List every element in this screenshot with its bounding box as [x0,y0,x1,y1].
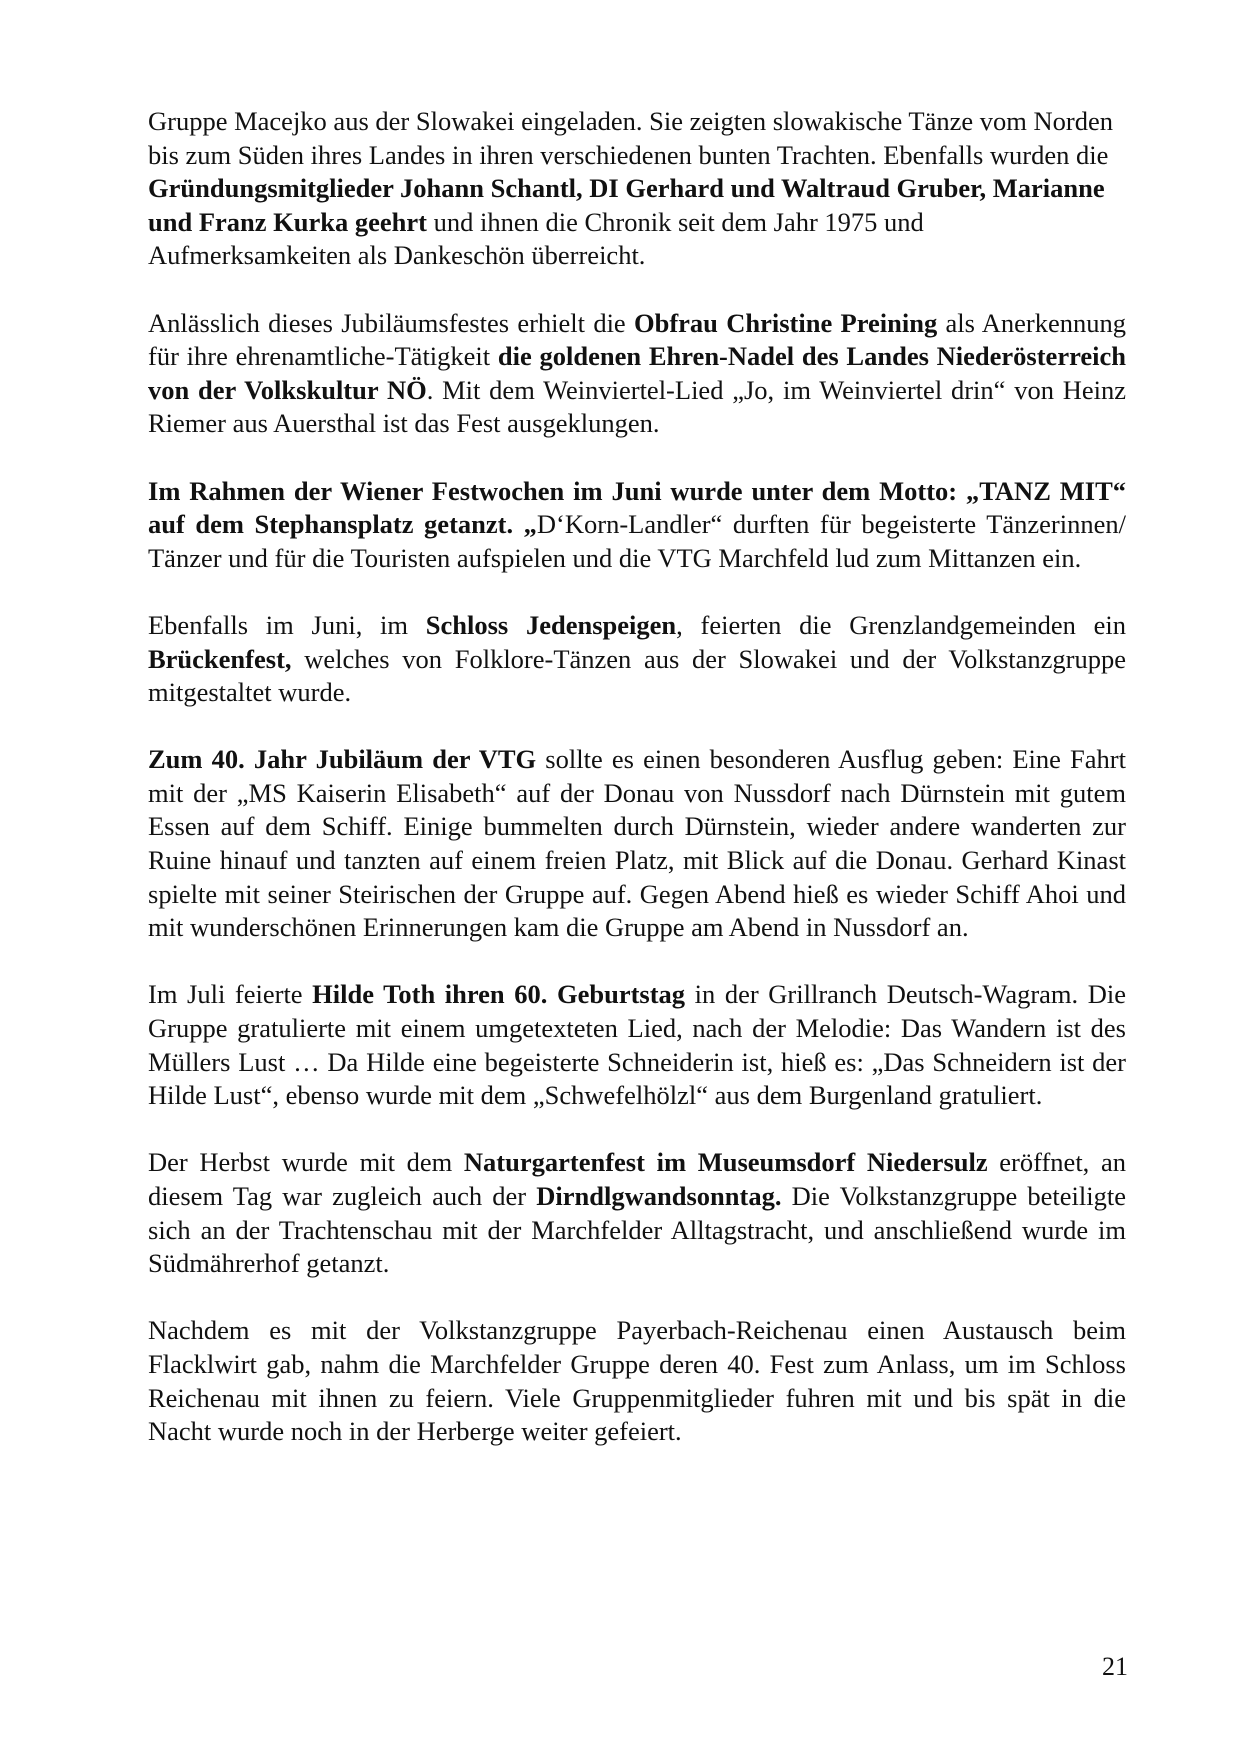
paragraph [148,1314,1126,1448]
text-run: Gruppe Macejko aus der Slowakei eingeladen. Sie zeigten slowakische Tänze vom Norden bis zum Süden ihres Landes in ihren verschiedenen bunten Trachten. Ebenfalls wurden die [148,106,1113,170]
paragraph [148,743,1126,945]
text-run: Im Juli feierte [148,979,313,1010]
bold-text: „ [523,509,537,540]
text-run: Die Volkstanzgruppe beteiligte sich an der Trachtenschau mit der Marchfelder Alltagstracht, und anschließend wurde im Südmährerhof getanzt. [148,1181,1126,1279]
text-run: , feierten die Grenzlandgemeinden ein [676,609,1126,640]
bold-text: die goldenen Ehren-Nadel des Landes Niederösterreich von der Volkskultur NÖ [148,341,1126,405]
paragraph [148,105,1126,273]
bold-text: Hilde Toth ihren 60. Geburtstag [312,979,686,1010]
text-run: D‘Korn-Landler“ durften für begeisterte Tänzerinnen/ Tänzer und für die Touristen aufspielen und die VTG Marchfeld lud zum Mittanzen ein. [148,509,1126,573]
bold-text: Naturgartenfest im Museumsdorf Niedersulz [463,1147,988,1178]
text-run: Ebenfalls im Juni, im [148,609,426,640]
text-run: in der Grillranch Deutsch-Wagram. Die Gruppe gratulierte mit einem umgetexteten Lied, nach der Melodie: Das Wandern ist des Müllers Lust … Da Hilde eine begeisterte Schneiderin ist, hieß es: „Das Schneidern ist der Hilde Lust“, ebenso wurde mit dem „Schwefelhölzl“ aus dem Burgenland gratuliert. [148,979,1127,1111]
bold-text: Dirndlgwandsonntag. [536,1181,782,1211]
text-run: sollte es einen besonderen Ausflug geben: Eine Fahrt mit der „MS Kaiserin Elisabeth“ auf der Donau von Nussdorf nach Dürnstein mit gutem Essen auf dem Schiff. Einige bummelten durch Dürnstein, wieder andere wanderten zur Ruine hinauf und tanzten auf einem freien Platz, mit Blick auf die Donau. Gerhard Kinast spielte mit seiner Steirischen der Gruppe auf. Gegen Abend hieß es wieder Schiff Ahoi und mit wunderschönen Erinnerungen kam die Gruppe am Abend in Nussdorf an. [148,744,1126,943]
bold-text: Brückenfest, [148,643,292,674]
text-run: Nachdem es mit der Volkstanzgruppe Payerbach-Reichenau einen Austausch beim Flacklwirt gab, nahm die Marchfelder Gruppe deren 40. Fest zum Anlass, um im Schloss Reichenau mit ihnen zu feiern. Viele Gruppenmitglieder fuhren mit und bis spät in die Nacht wurde noch in der Herberge weiter gefeiert. [148,1315,1126,1447]
bold-text: Zum 40. Jahr Jubiläum der VTG [148,744,537,775]
text-run: welches von Folklore-Tänzen aus der Slowakei und der Volkstanzgruppe mitgestaltet wurde. [148,643,1126,708]
document-body [148,105,1126,1482]
paragraph [148,978,1126,1112]
text-run: als Anerkennung für ihre ehrenamtliche-Tätigkeit [148,307,1127,372]
text-run: . Mit dem Weinviertel-Lied „Jo, im Weinviertel drin“ von Heinz Riemer aus Auersthal ist das Fest ausgeklungen. [148,374,1126,439]
bold-text: Obfrau Christine Preining [634,307,938,338]
text-run: eröffnet, an diesem Tag war zugleich auch der [148,1147,1126,1211]
text-run: Der Herbst wurde mit dem [148,1147,464,1178]
text-run [513,509,524,539]
bold-text: Gründungsmitglieder Johann Schantl, DI Gerhard und Waltraud Gruber, Marianne und Franz Kurka geehrt [148,173,1105,237]
text-run: Anlässlich dieses Jubiläumsfestes erhielt die [148,307,634,338]
paragraph [148,1146,1126,1280]
paragraph [148,609,1126,710]
page-number: 21 [1102,1652,1128,1681]
paragraph [148,307,1126,441]
paragraph [148,475,1126,576]
bold-text: Schloss Jedenspeigen [425,609,677,640]
text-run: und ihnen die Chronik seit dem Jahr 1975 und Aufmerksamkeiten als Dankeschön überreicht. [148,206,924,271]
bold-text: Im Rahmen der Wiener Festwochen im Juni wurde unter dem Motto: „TANZ MIT“ auf dem Stephansplatz getanzt. [148,475,1126,540]
